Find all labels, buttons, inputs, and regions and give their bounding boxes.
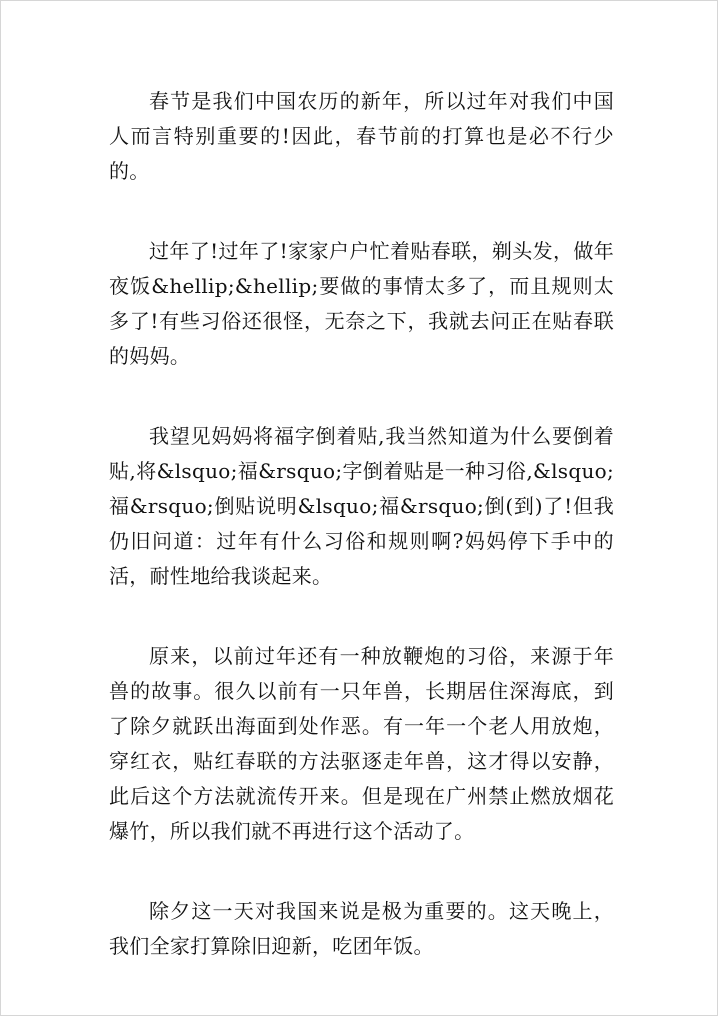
paragraph-2: 过年了!过年了!家家户户忙着贴春联，剃头发，做年夜饭&hellip;&hellip;要做的事情太多了，而且规则太多了!有些习俗还很怪，无奈之下，我就去问正在贴春联的妈妈。 <box>109 239 614 368</box>
paragraph-1: 春节是我们中国农历的新年，所以过年对我们中国人而言特别重要的!因此，春节前的打算也是必不行少的。 <box>109 89 614 183</box>
document-body <box>109 84 614 1009</box>
paragraph-3: 我望见妈妈将福字倒着贴,我当然知道为什么要倒着贴,将&lsquo;福&rsquo;字倒着贴是一种习俗,&lsquo;福&rsquo;倒贴说明&lsquo;福&rsquo;倒(到)了!但我仍旧问道：过年有什么习俗和规则啊?妈妈停下手中的活，耐性地给我谈起来。 <box>109 424 614 588</box>
paragraph-5: 除夕这一天对我国来说是极为重要的。这天晚上，我们全家打算除旧迎新，吃团年饭。 <box>109 899 614 958</box>
paragraph-4: 原来，以前过年还有一种放鞭炮的习俗，来源于年兽的故事。很久以前有一只年兽，长期居住深海底，到了除夕就跃出海面到处作恶。有一年一个老人用放炮，穿红衣，贴红春联的方法驱逐走年兽，这才得以安静，此后这个方法就流传开来。但是现在广州禁止燃放烟花爆竹，所以我们就不再进行这个活动了。 <box>109 644 614 843</box>
